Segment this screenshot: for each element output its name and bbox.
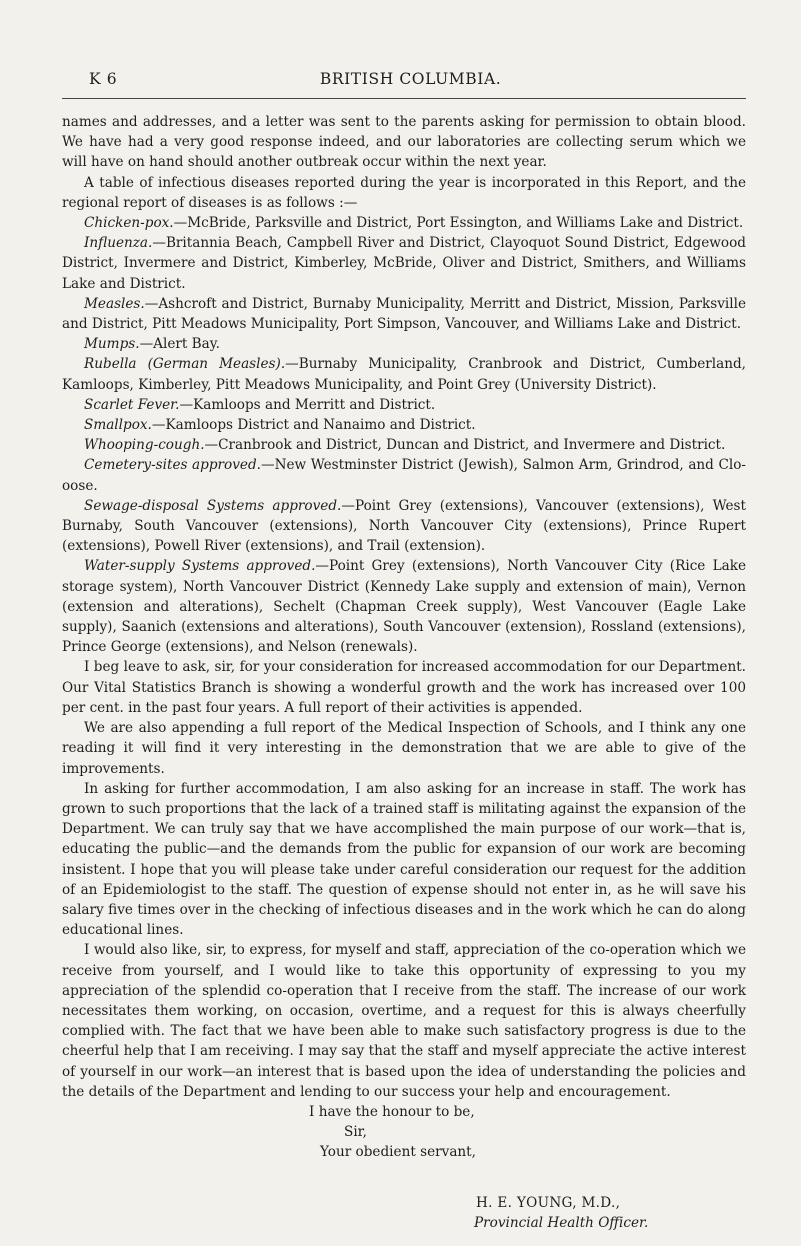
list-item-label: Influenza.: [84, 235, 153, 252]
list-item: [62, 233, 746, 294]
page-number: K 6: [89, 70, 118, 88]
list-item-text: —Burnaby Municipality, Cranbrook and District, Cumberland, Kamloops, Kimberley, Pitt Meadows Municipality, and Point Grey (University District).: [62, 356, 747, 393]
list-item-text: —Ashcroft and District, Burnaby Municipality, Merritt and District, Mission, Parksville and District, Pitt Meadows Municipality, Port Simpson, Vancouver, and Williams Lake and District.: [62, 295, 746, 333]
list-item: [62, 354, 746, 394]
closing-line: Your obedient servant,: [320, 1144, 476, 1161]
list-item-label: Smallpox.: [84, 417, 152, 434]
list-item-label: Sewage-disposal Systems approved.: [84, 497, 342, 514]
list-item-text: —Alert Bay.: [139, 336, 220, 353]
signatory-name: H. E. YOUNG, M.D.,: [476, 1194, 621, 1211]
running-title: BRITISH COLUMBIA.: [319, 70, 502, 88]
list-item-text: —Cranbrook and District, Duncan and District, and Invermere and District.: [204, 437, 726, 454]
list-item-label: Water-supply Systems approved.: [84, 558, 316, 575]
paragraph: In asking for further accommodation, I am also asking for an increase in staff. The work has grown to such proportions that the lack of a trained staff is militating against the expansion of the Department. We can truly say that we have accomplished the main purpose of our work—that is, educating the public—and the demands from the public for expansion of our work are becoming insistent. I hope that you will please take under careful consideration our request for the addition of an Epidemiologist to the staff. The question of expense should not enter in, as he will save his salary five times over in the checking of infectious diseases and in the work which he can do along educational lines.: [62, 780, 746, 939]
paragraph: We are also appending a full report of the Medical Inspection of Schools, and I think any one reading it will find it very interesting in the demonstration that we are able to give of the improvements.: [62, 720, 746, 777]
list-item: [62, 415, 746, 435]
list-item-text: —Britannia Beach, Campbell River and District, Clayoquot Sound District, Edgewood District, Invermere and District, Kimberley, McBride, Oliver and District, Smithers, and Williams Lake and District.: [62, 235, 746, 292]
list-item: [62, 556, 746, 657]
list-item-text: —Kamloops and Merritt and District.: [179, 396, 436, 413]
list-item-label: Scarlet Fever.: [84, 396, 180, 413]
closing-salutation: Sir,: [344, 1124, 367, 1141]
list-item-label: Chicken-pox.: [84, 215, 174, 232]
list-item-label: Mumps.: [84, 336, 140, 353]
paragraph: I beg leave to ask, sir, for your consideration for increased accommodation for our Department. Our Vital Statistics Branch is showing a wonderful growth and the work has increased over 100 per cent. in the past four years. A full report of their activities is appended.: [62, 659, 746, 716]
list-item-label: Cemetery-sites approved.: [84, 457, 261, 474]
list-item-label: Rubella (German Measles).: [84, 356, 286, 373]
header-rule: [62, 98, 746, 99]
paragraph: names and addresses, and a letter was sent to the parents asking for permission to obtain blood. We have had a very good response indeed, and our laboratories are collecting serum which we will have on hand should another outbreak occur within the next year.: [62, 114, 746, 171]
list-item-text: —Point Grey (extensions), Vancouver (extensions), West Burnaby, South Vancouver (extensions), North Vancouver City (extensions), Prince Rupert (extensions), Powell River (extensions), and Trail (extension).: [62, 497, 746, 555]
list-item: [62, 496, 746, 557]
paragraph: I would also like, sir, to express, for myself and staff, appreciation of the co-operation which we receive from yourself, and I would like to take this opportunity of expressing to you my appreciation of the splendid co-operation that I receive from the staff. The increase of our work necessitates them working, on occasion, overtime, and a request for this is always cheerfully complied with. The fact that we have been able to make such satisfactory progress is due to the cheerful help that I am receiving. I may say that the staff and myself appreciate the active interest of yourself in our work—an interest that is based upon the idea of understanding the policies and the details of the Department and lending to our success your help and encouragement.: [62, 942, 746, 1100]
list-item: [62, 395, 746, 415]
document-page: [62, 70, 746, 1233]
list-item-label: Whooping-cough.: [84, 437, 205, 454]
list-item: [62, 294, 746, 334]
list-item-text: —New Westminster District (Jewish), Salmon Arm, Grindrod, and Clo-oose.: [62, 457, 746, 494]
list-item: [62, 435, 746, 455]
paragraph: A table of infectious diseases reported during the year is incorporated in this Report, and the regional report of diseases is as follows :—: [62, 174, 746, 211]
body-text: [62, 112, 746, 1102]
list-item-text: —Kamloops District and Nanaimo and District.: [151, 417, 476, 434]
letter-closing: [62, 1102, 746, 1163]
list-item: [62, 213, 746, 233]
list-item: [62, 455, 746, 495]
list-item-label: Measles.: [84, 295, 145, 312]
list-item: [62, 334, 746, 354]
page-header: [62, 70, 746, 88]
signature-block: [62, 1193, 746, 1233]
list-item-text: —Point Grey (extensions), North Vancouver City (Rice Lake storage system), North Vancouver District (Kennedy Lake supply and extension of main), Vernon (extension and alterations), Sechelt (Chapman Creek supply), West Vancouver (Eagle Lake supply), Saanich (extensions and alterations), South Vancouver (extension), Rossland (extensions), Prince George (extensions), and Nelson (renewals).: [62, 558, 746, 656]
closing-line: I have the honour to be,: [309, 1103, 475, 1120]
list-item-text: —McBride, Parksville and District, Port Essington, and Williams Lake and District.: [173, 215, 744, 232]
signatory-title: Provincial Health Officer.: [474, 1214, 649, 1231]
